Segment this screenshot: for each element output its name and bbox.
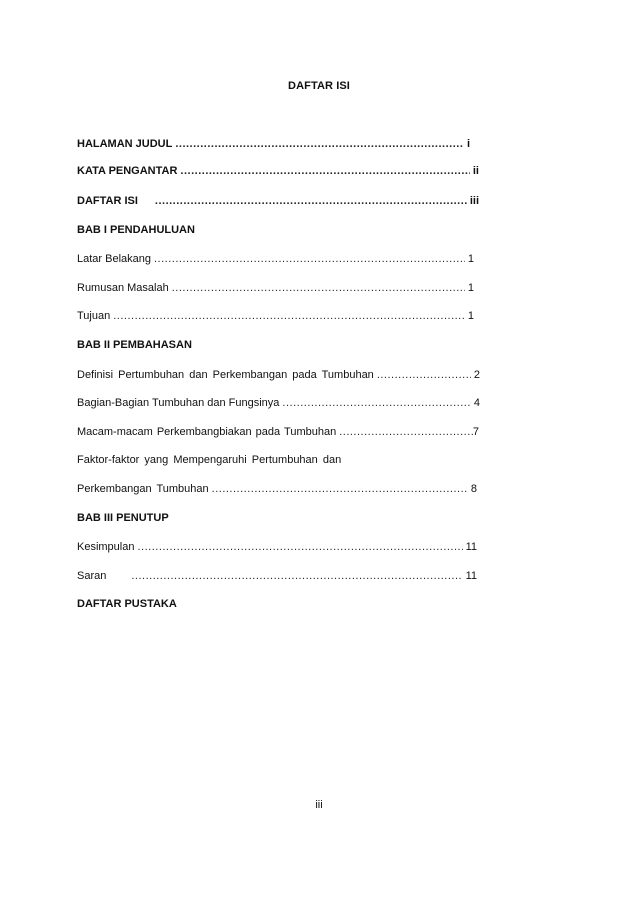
toc-entry-daftar-pustaka[interactable]: DAFTAR PUSTAKA <box>77 598 177 610</box>
dot-leader <box>282 396 470 410</box>
toc-entry-halaman-judul[interactable] <box>77 137 470 151</box>
toc-entry-kesimpulan[interactable] <box>77 540 477 554</box>
toc-page-number: 4 <box>473 397 480 409</box>
toc-entry-kata-pengantar[interactable] <box>77 164 479 178</box>
dot-leader <box>172 281 465 295</box>
toc-page-number: 1 <box>467 282 474 294</box>
toc-entry-rumusan-masalah[interactable] <box>77 281 474 295</box>
toc-label: DAFTAR ISI <box>77 195 138 207</box>
dot-leader <box>155 194 467 208</box>
toc-entry-definisi[interactable] <box>77 368 480 382</box>
page-title: DAFTAR ISI <box>288 80 350 92</box>
toc-page-number: 2 <box>473 369 480 381</box>
dot-leader <box>180 164 469 178</box>
toc-page-number: 1 <box>467 253 474 265</box>
page-number-footer: iii <box>315 799 323 811</box>
dot-leader <box>131 569 462 583</box>
toc-label: KATA PENGANTAR <box>77 165 178 177</box>
toc-page-number: 11 <box>465 541 477 553</box>
toc-page-number: 1 <box>467 310 474 322</box>
section-heading-bab-2[interactable]: BAB II PEMBAHASAN <box>77 339 192 351</box>
dot-leader <box>175 137 464 151</box>
toc-entry-saran[interactable] <box>77 569 477 583</box>
toc-page-number: 7 <box>472 426 479 438</box>
toc-page-number: i <box>466 138 470 150</box>
toc-entry-macam-macam[interactable] <box>77 425 479 439</box>
toc-label: HALAMAN JUDUL <box>77 138 173 150</box>
section-heading-bab-1[interactable]: BAB I PENDAHULUAN <box>77 224 195 236</box>
toc-entry-perkembangan-tumbuhan[interactable] <box>77 482 477 496</box>
toc-label: Bagian-Bagian Tumbuhan dan Fungsinya <box>77 397 280 409</box>
toc-label: Kesimpulan <box>77 541 135 553</box>
toc-entry-latar-belakang[interactable] <box>77 252 474 266</box>
dot-leader <box>212 482 468 496</box>
toc-label: Tujuan <box>77 310 111 322</box>
dot-leader <box>377 368 471 382</box>
toc-entry-faktor-line1[interactable]: Faktor-faktor yang Mempengaruhi Pertumbuhan dan <box>77 454 342 466</box>
dot-leader <box>339 425 473 439</box>
toc-label: Rumusan Masalah <box>77 282 169 294</box>
toc-entry-bagian-bagian[interactable] <box>77 396 480 410</box>
toc-page-number: ii <box>472 165 479 177</box>
toc-page-number: 11 <box>465 570 477 582</box>
toc-entry-daftar-isi[interactable] <box>77 194 479 208</box>
toc-label: Perkembangan Tumbuhan <box>77 483 209 495</box>
toc-label: Definisi Pertumbuhan dan Perkembangan pada Tumbuhan <box>77 369 374 381</box>
toc-label: Macam-macam Perkembangbiakan pada Tumbuhan <box>77 426 337 438</box>
toc-page-number: 8 <box>470 483 477 495</box>
toc-label: Latar Belakang <box>77 253 151 265</box>
toc-entry-tujuan[interactable] <box>77 309 474 323</box>
toc-label: Saran <box>77 570 107 582</box>
toc-page-number: iii <box>469 195 479 207</box>
dot-leader <box>113 309 465 323</box>
section-heading-bab-3[interactable]: BAB III PENUTUP <box>77 512 169 524</box>
dot-leader <box>137 540 462 554</box>
dot-leader <box>154 252 465 266</box>
